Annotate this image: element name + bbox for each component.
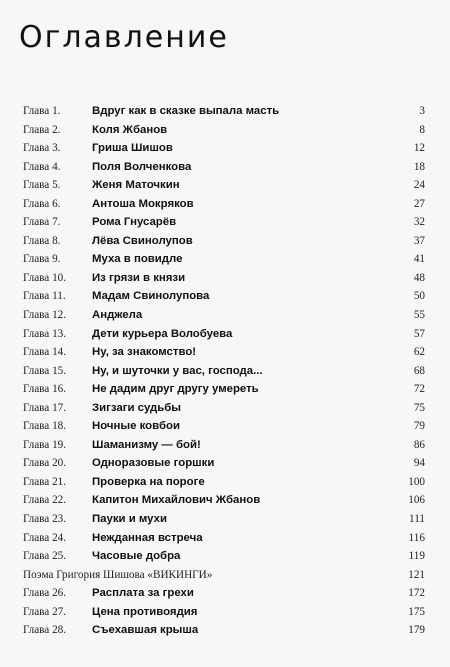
toc-entry [0, 287, 450, 306]
toc-page-number: 27 [413, 197, 425, 210]
toc-entry-title: Капитон Михайлович Жбанов [92, 494, 261, 507]
toc-page-number: 119 [408, 550, 425, 563]
toc-entry [0, 121, 450, 140]
toc-entry [0, 362, 450, 381]
toc-entry [0, 584, 450, 603]
toc-entry-title: Рома Гнусарёв [92, 216, 177, 229]
toc-chapter-number: Глава 28. [23, 624, 67, 637]
toc-entry-title: Дети курьера Волобуева [92, 327, 233, 340]
toc-entry [0, 158, 450, 177]
toc-entry-title: Муха в повидле [92, 253, 183, 266]
toc-entry [0, 380, 450, 399]
toc-chapter-number: Глава 3. [23, 142, 61, 155]
toc-chapter-number: Глава 6. [23, 197, 61, 210]
toc-page-number: 106 [408, 494, 425, 507]
toc-entry [0, 491, 450, 510]
toc-page-number: 3 [419, 105, 425, 117]
toc-entry [0, 325, 450, 344]
toc-page-number: 86 [413, 438, 425, 451]
toc-chapter-number: Глава 14. [23, 346, 67, 359]
toc-chapter-number: Глава 27. [23, 605, 67, 618]
toc-chapter-number: Глава 10. [23, 271, 67, 284]
toc-entry-title: Антоша Мокряков [92, 197, 194, 210]
toc-entry [0, 269, 450, 288]
toc-chapter-number: Глава 22. [23, 494, 67, 507]
toc-entry [0, 306, 450, 325]
toc-chapter-number: Глава 5. [23, 179, 61, 192]
toc-chapter-number: Глава 1. [23, 105, 61, 117]
toc-entry [0, 139, 450, 158]
toc-page-number: 94 [413, 457, 425, 470]
toc-chapter-number: Глава 21. [23, 475, 67, 488]
toc-entry-title: Вдруг как в сказке выпала масть [92, 105, 280, 117]
toc-entry [0, 547, 450, 566]
toc-entry [0, 454, 450, 473]
toc-page-number: 175 [408, 605, 425, 618]
toc-entry-title: Лёва Свинолупов [92, 234, 193, 247]
toc-page-number: 72 [413, 383, 425, 396]
toc-entry-title: Анджела [92, 309, 143, 322]
toc-page-number: 41 [413, 253, 425, 266]
toc-entry-title: Не дадим друг другу умереть [92, 383, 259, 396]
toc-chapter-number: Глава 9. [23, 253, 61, 266]
toc-page-number: 55 [413, 309, 425, 322]
toc-entry-title: Поля Волченкова [92, 160, 192, 173]
toc-entry [0, 176, 450, 195]
toc-page-number: 12 [413, 142, 425, 155]
toc-page-number: 48 [413, 271, 425, 284]
toc-page-number: 100 [408, 475, 425, 488]
toc-page-number: 37 [413, 234, 425, 247]
toc-chapter-number: Глава 19. [23, 438, 67, 451]
toc-entry [0, 566, 450, 585]
toc-chapter-number: Глава 4. [23, 160, 61, 173]
toc-chapter-number: Глава 26. [23, 587, 67, 600]
toc-page-number: 75 [413, 401, 425, 414]
toc-chapter-number: Глава 24. [23, 531, 67, 544]
toc-page-number: 8 [419, 123, 425, 136]
toc-entry-title: Коля Жбанов [92, 123, 168, 136]
toc-page-number: 50 [413, 290, 425, 303]
toc-page-number: 24 [413, 179, 425, 192]
toc-chapter-number: Глава 2. [23, 123, 61, 136]
toc-entry [0, 213, 450, 232]
toc-entry-title: Женя Маточкин [92, 179, 180, 192]
toc-page-number: 79 [413, 420, 425, 433]
table-of-contents [0, 102, 450, 640]
toc-chapter-number: Глава 7. [23, 216, 61, 229]
toc-chapter-number: Глава 20. [23, 457, 67, 470]
toc-page-number: 111 [409, 513, 425, 526]
toc-entry-title: Проверка на пороге [92, 475, 205, 488]
toc-chapter-number: Глава 16. [23, 383, 67, 396]
toc-entry [0, 417, 450, 436]
toc-page-number: 32 [413, 216, 425, 229]
toc-entry-title: Ночные ковбои [92, 420, 180, 433]
toc-page-number: 18 [413, 160, 425, 173]
toc-entry [0, 343, 450, 362]
toc-entry-title: Пауки и мухи [92, 513, 167, 526]
toc-entry [0, 510, 450, 529]
toc-entry-title: Гриша Шишов [92, 142, 173, 155]
toc-chapter-number: Глава 15. [23, 364, 67, 377]
toc-entry-title: Ну, за знакомство! [92, 346, 197, 359]
toc-entry [0, 529, 450, 548]
toc-page-number: 57 [413, 327, 425, 340]
toc-entry [0, 603, 450, 622]
toc-entry-title: Съехавшая крыша [92, 624, 199, 637]
toc-chapter-number: Глава 25. [23, 550, 67, 563]
toc-entry [0, 473, 450, 492]
toc-entry [0, 436, 450, 455]
page-title: Оглавление [19, 20, 229, 55]
toc-chapter-number: Глава 12. [23, 309, 67, 322]
toc-page-number: 62 [413, 346, 425, 359]
toc-chapter-number: Глава 11. [23, 290, 66, 303]
toc-entry-title: Зигзаги судьбы [92, 401, 182, 414]
toc-chapter-number: Глава 17. [23, 401, 67, 414]
toc-page-number: 172 [408, 587, 425, 600]
toc-entry [0, 232, 450, 251]
toc-entry-title: Одноразовые горшки [92, 457, 215, 470]
toc-entry [0, 195, 450, 214]
toc-entry-title: Из грязи в князи [92, 271, 186, 284]
toc-entry-title: Часовые добра [92, 550, 181, 563]
toc-entry [0, 399, 450, 418]
toc-entry-title: Поэма Григория Шишова «ВИКИНГИ» [23, 568, 213, 581]
toc-chapter-number: Глава 8. [23, 234, 61, 247]
toc-chapter-number: Глава 23. [23, 513, 67, 526]
toc-entry-title: Нежданная встреча [92, 531, 203, 544]
toc-chapter-number: Глава 18. [23, 420, 67, 433]
toc-entry-title: Шаманизму — бой! [92, 438, 201, 451]
toc-entry [0, 102, 450, 121]
toc-entry-title: Мадам Свинолупова [92, 290, 210, 303]
toc-chapter-number: Глава 13. [23, 327, 67, 340]
toc-page-number: 121 [408, 568, 425, 581]
toc-page-number: 68 [413, 364, 425, 377]
toc-page-number: 116 [408, 531, 425, 544]
toc-entry-title: Ну, и шуточки у вас, господа... [92, 364, 263, 377]
toc-entry [0, 621, 450, 640]
toc-entry [0, 250, 450, 269]
toc-page-number: 179 [408, 624, 425, 637]
toc-entry-title: Расплата за грехи [92, 587, 194, 600]
toc-entry-title: Цена противоядия [92, 605, 198, 618]
